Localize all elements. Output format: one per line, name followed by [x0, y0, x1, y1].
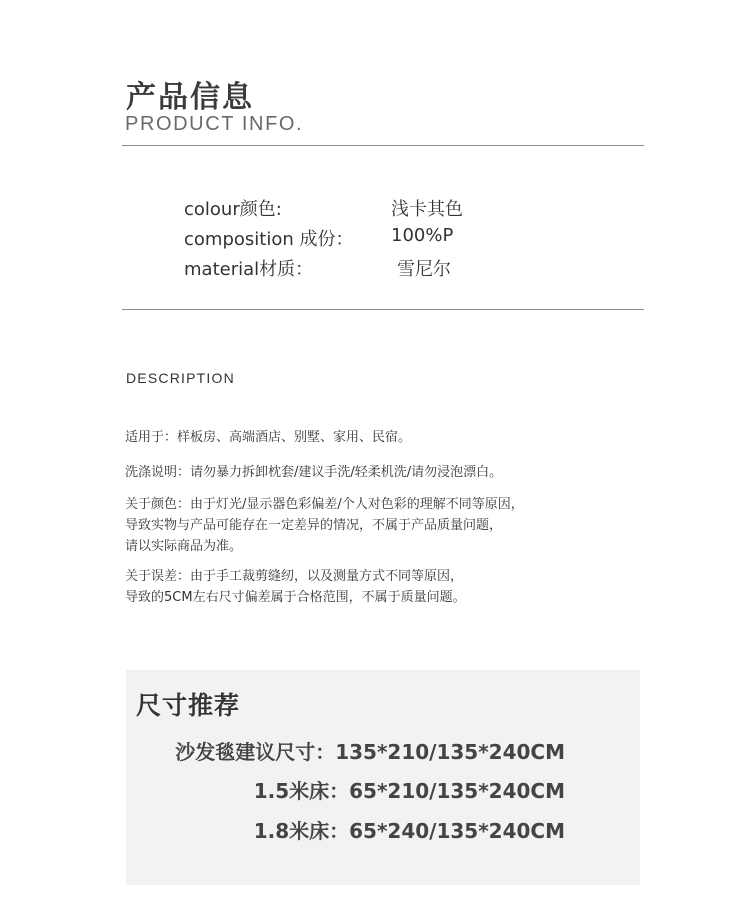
description-line: 关于颜色：由于灯光/显示器色彩偏差/个人对色彩的理解不同等原因，	[125, 497, 524, 512]
divider-middle	[122, 309, 644, 310]
description-heading: DESCRIPTION	[126, 370, 235, 386]
size-recommendation-panel	[126, 670, 640, 885]
description-line: 导致实物与产品可能存在一定差异的情况，不属于产品质量问题，	[125, 518, 503, 533]
description-washing	[125, 462, 685, 483]
description-colour-note	[125, 494, 685, 557]
spec-label: composition 成份：	[184, 229, 354, 250]
size-row-1-5m-bed: 1.5米床：65*210/135*240CM	[253, 779, 565, 803]
size-row-1-8m-bed: 1.8米床：65*240/135*240CM	[253, 819, 565, 843]
spec-label: colour颜色:	[184, 199, 282, 220]
divider-top	[122, 145, 644, 146]
description-line: 导致的5CM左右尺寸偏差属于合格范围，不属于质量问题。	[125, 590, 466, 605]
spec-value: 雪尼尔	[397, 259, 451, 280]
description-line: 适用于：样板房、高端酒店、别墅、家用、民宿。	[125, 430, 412, 445]
page-title-en: PRODUCT INFO.	[125, 113, 304, 135]
description-tolerance-note	[125, 566, 685, 608]
description-line: 关于误差：由于手工裁剪缝纫，以及测量方式不同等原因，	[125, 569, 464, 584]
description-usage	[125, 427, 685, 448]
description-line: 洗涤说明：请勿暴力拆卸枕套/建议手洗/轻柔机洗/请勿浸泡漂白。	[125, 465, 503, 480]
page-title-cn: 产品信息	[126, 80, 254, 115]
spec-value: 浅卡其色	[391, 199, 463, 220]
description-line: 请以实际商品为准。	[125, 539, 243, 554]
size-row-sofa-throw: 沙发毯建议尺寸：135*210/135*240CM	[175, 740, 565, 764]
spec-label: material材质：	[184, 259, 314, 280]
spec-value: 100%P	[391, 225, 454, 246]
size-recommendation-title: 尺寸推荐	[136, 691, 241, 720]
